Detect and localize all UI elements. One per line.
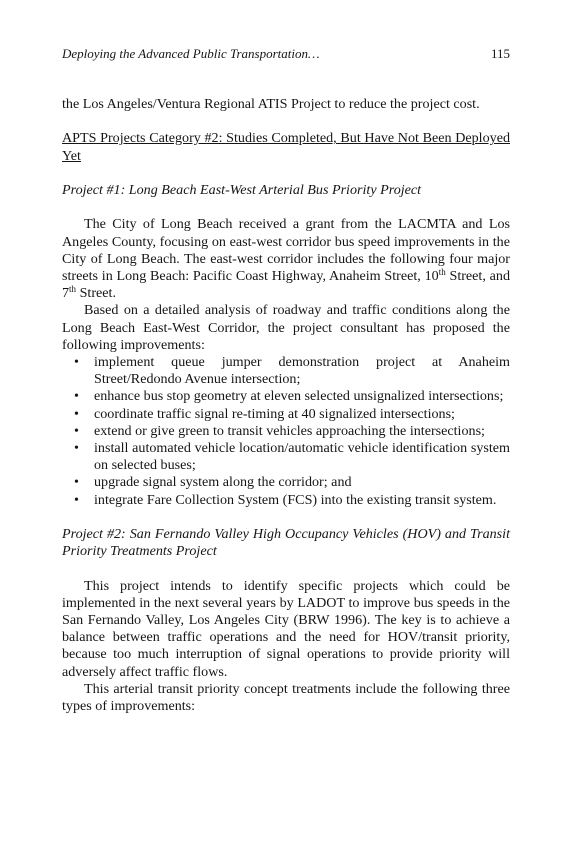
project1-heading: Project #1: Long Beach East-West Arterial Bus Priority Project <box>62 181 422 198</box>
project2-heading: Project #2: San Fernando Valley High Occupancy Vehicles (HOV) and Transit Priority Treatments Project <box>62 526 510 560</box>
list-item <box>62 423 510 440</box>
bullet-icon: • <box>74 491 79 508</box>
list-item-text: upgrade signal system along the corridor; and <box>94 474 352 491</box>
superscript-th: th <box>438 266 446 277</box>
bullet-icon: • <box>74 354 79 370</box>
list-item <box>62 492 510 509</box>
project1-paragraph-1 <box>62 216 510 302</box>
bullet-icon: • <box>74 440 79 457</box>
project1-paragraph-1-text-c: Street. <box>76 285 116 302</box>
list-item <box>62 388 510 405</box>
category-heading: APTS Projects Category #2: Studies Completed, But Have Not Been Deployed Yet <box>62 130 510 164</box>
bullet-icon: • <box>74 474 79 491</box>
list-item-text: coordinate traffic signal re-timing at 40 signalized intersections; <box>94 405 455 422</box>
list-item <box>62 474 510 491</box>
list-item-text: enhance bus stop geometry at eleven selected unsignalized intersections; <box>94 388 504 405</box>
list-item <box>62 406 510 423</box>
page-number: 115 <box>490 46 510 61</box>
project1-paragraph-2: Based on a detailed analysis of roadway and traffic conditions along the Long Beach East-West Corridor, the project consultant has proposed the following improvements: <box>62 302 510 353</box>
bullet-icon: • <box>74 388 79 405</box>
running-header <box>62 46 510 64</box>
running-title: Deploying the Advanced Public Transportation… <box>62 46 320 61</box>
list-item-text: integrate Fare Collection System (FCS) into the existing transit system. <box>94 491 497 508</box>
intro-paragraph: the Los Angeles/Ventura Regional ATIS Project to reduce the project cost. <box>62 96 480 112</box>
list-item-text: implement queue jumper demonstration project at Anaheim Street/Redondo Avenue intersection; <box>94 354 510 388</box>
list-item-text: extend or give green to transit vehicles approaching the intersections; <box>94 422 485 439</box>
project1-paragraph-1-text-a: The City of Long Beach received a grant from the LACMTA and Los Angeles County, focusing on east-west corridor bus speed improvements in the City of Long Beach. The east-west corridor includes the following four major streets in Long Beach: Pacific Coast Highway, Anaheim Street, 10 <box>62 216 510 284</box>
bullet-icon: • <box>74 405 79 422</box>
project2-paragraph-2: This arterial transit priority concept treatments include the following three types of improvements: <box>62 680 510 715</box>
superscript-th: th <box>69 284 77 295</box>
page-body <box>62 96 510 715</box>
list-item <box>62 354 510 388</box>
improvements-list <box>62 354 510 509</box>
list-item-text: install automated vehicle location/automatic vehicle identification system on selected buses; <box>94 440 510 474</box>
project2-paragraph-1: This project intends to identify specific projects which could be implemented in the next several years by LADOT to improve bus speeds in the San Fernando Valley, Los Angeles City (BRW 1996). The key is to achieve a balance between traffic operations and the need for HOV/transit priority, because too much interruption of signal operations to provide priority will adversely affect traffic flows. <box>62 577 510 680</box>
bullet-icon: • <box>74 422 79 439</box>
list-item <box>62 440 510 474</box>
project1-paragraph-1-text-b: Street, and 7 <box>62 267 510 302</box>
